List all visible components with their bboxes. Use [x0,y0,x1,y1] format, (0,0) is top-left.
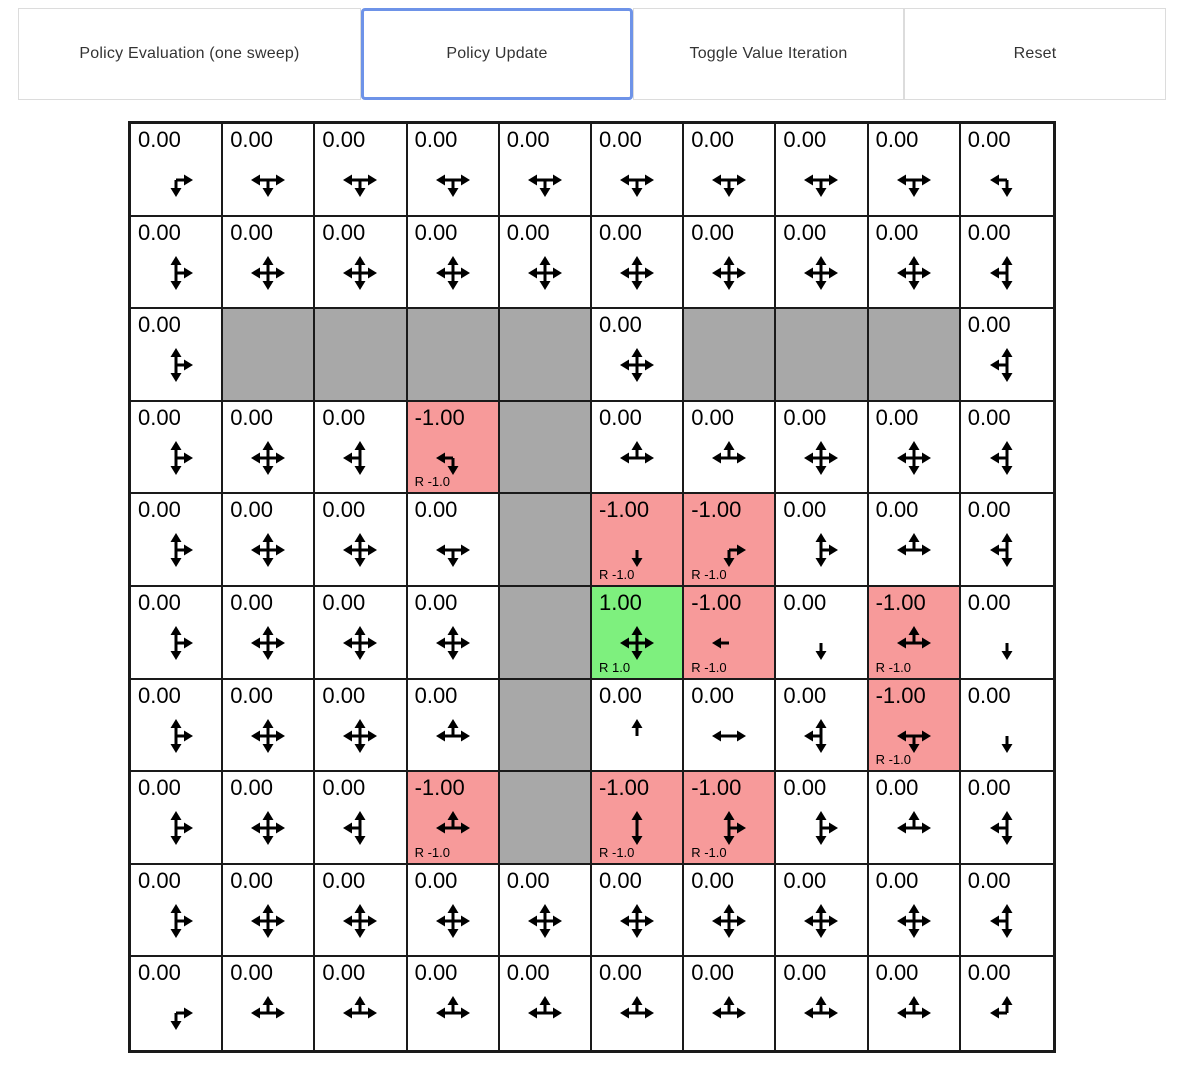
policy-arrows-icon [961,524,1053,576]
cell-value: 0.00 [322,497,366,523]
policy-arrows-icon [315,617,405,669]
policy-arrows-icon [869,432,959,484]
policy-arrows-icon [408,617,498,669]
cell-value: -1.00 [691,589,742,615]
cell-value: 0.00 [598,219,642,245]
cell-value: 0.00 [138,127,181,152]
policy-arrows-icon [592,154,682,206]
cell-value: 0.00 [967,312,1011,338]
grid-cell-5-2[interactable] [315,587,407,680]
grid-cell-3-6[interactable] [684,402,776,495]
toggle-value-iteration-button[interactable]: Toggle Value Iteration [633,8,904,100]
policy-arrows-icon [500,987,590,1039]
policy-arrows-icon [408,524,498,576]
policy-arrows-icon [961,432,1053,484]
policy-arrows-icon [223,432,313,484]
grid-cell-1-5[interactable] [592,217,684,310]
cell-value: 0.00 [783,682,827,708]
grid-cell-6-3[interactable] [408,680,500,773]
policy-arrows-icon [869,154,959,206]
grid-cell-1-3[interactable] [408,217,500,310]
grid-cell-9-3[interactable] [408,957,500,1050]
cell-value: 0.00 [598,127,642,152]
grid-cell-9-0[interactable] [131,957,223,1050]
cell-value: 0.00 [967,589,1011,615]
policy-arrows-icon [315,524,405,576]
cell-value: 0.00 [414,589,458,615]
grid-cell-2-3[interactable] [408,309,500,402]
grid-cell-5-5[interactable] [592,587,684,680]
cell-value: 0.00 [138,219,181,245]
cell-value: 0.00 [967,775,1011,801]
policy-arrows-icon [131,895,221,947]
policy-arrows-icon [223,802,313,854]
cell-reward-label: R -1.0 [875,659,911,675]
grid-cell-2-7[interactable] [776,309,868,402]
grid-cell-8-2[interactable] [315,865,407,958]
cell-value: 0.00 [414,960,458,986]
grid-cell-8-8[interactable] [869,865,961,958]
grid-cell-2-2[interactable] [315,309,407,402]
policy-arrows-icon [223,154,313,206]
grid-cell-4-8[interactable] [869,494,961,587]
policy-arrows-icon [131,802,221,854]
cell-value: 0.00 [138,497,181,523]
grid-cell-1-2[interactable] [315,217,407,310]
grid-cell-5-9[interactable] [961,587,1053,680]
cell-value: 0.00 [506,127,550,152]
cell-value: 0.00 [691,219,735,245]
cell-value: 0.00 [138,682,181,708]
cell-reward-label: R -1.0 [598,566,635,582]
policy-arrows-icon [961,987,1053,1039]
grid-cell-6-9[interactable] [961,680,1053,773]
grid-cell-7-1[interactable] [223,772,315,865]
policy-arrows-icon [776,617,866,669]
policy-arrows-icon [131,339,221,391]
cell-value: 0.00 [875,404,919,430]
cell-value: 0.00 [230,682,274,708]
policy-arrows-icon [869,524,959,576]
grid-cell-3-5[interactable] [592,402,684,495]
grid-cell-4-0[interactable] [131,494,223,587]
policy-arrows-icon [592,710,682,762]
grid-cell-1-0[interactable] [131,217,223,310]
grid-cell-9-5[interactable] [592,957,684,1050]
grid-cell-2-8[interactable] [869,309,961,402]
policy-arrows-icon [315,710,405,762]
cell-value: 0.00 [414,497,458,523]
cell-reward-label: R -1.0 [875,752,911,768]
cell-value: 0.00 [967,219,1011,245]
grid-cell-6-0[interactable] [131,680,223,773]
cell-value: 0.00 [875,867,919,893]
cell-value: 0.00 [138,589,181,615]
cell-value: 0.00 [322,404,366,430]
policy-evaluation-button[interactable]: Policy Evaluation (one sweep) [18,8,361,100]
grid-cell-4-9[interactable] [961,494,1053,587]
policy-arrows-icon [315,895,405,947]
grid-cell-5-1[interactable] [223,587,315,680]
grid-cell-9-4[interactable] [500,957,592,1050]
cell-reward-label: R 1.0 [598,659,631,675]
cell-value: 0.00 [138,312,181,338]
cell-value: 0.00 [598,960,642,986]
cell-value: 0.00 [322,960,366,986]
policy-arrows-icon [592,987,682,1039]
grid-cell-0-4[interactable] [500,124,592,217]
cell-value: 0.00 [230,960,274,986]
policy-arrows-icon [684,710,774,762]
grid-cell-7-4[interactable] [500,772,592,865]
policy-arrows-icon [408,247,498,299]
cell-value: -1.00 [414,775,465,801]
policy-arrows-icon [869,247,959,299]
policy-arrows-icon [869,895,959,947]
policy-arrows-icon [684,154,774,206]
grid-cell-9-1[interactable] [223,957,315,1050]
grid-cell-4-1[interactable] [223,494,315,587]
cell-value: -1.00 [598,775,650,801]
policy-arrows-icon [684,895,774,947]
cell-value: 0.00 [414,219,458,245]
grid-cell-5-6[interactable] [684,587,776,680]
grid-cell-8-7[interactable] [776,865,868,958]
grid-cell-3-1[interactable] [223,402,315,495]
grid-cell-2-1[interactable] [223,309,315,402]
grid-cell-6-1[interactable] [223,680,315,773]
policy-arrows-icon [592,895,682,947]
policy-arrows-icon [592,339,682,391]
grid-cell-4-5[interactable] [592,494,684,587]
cell-value: 0.00 [506,219,550,245]
policy-arrows-icon [131,987,221,1039]
grid-cell-7-9[interactable] [961,772,1053,865]
grid-cell-0-8[interactable] [869,124,961,217]
cell-value: -1.00 [691,775,742,801]
grid-cell-5-0[interactable] [131,587,223,680]
cell-value: 0.00 [875,775,919,801]
cell-value: 0.00 [322,589,366,615]
grid-cell-3-4[interactable] [500,402,592,495]
grid-cell-7-5[interactable] [592,772,684,865]
policy-arrows-icon [684,247,774,299]
grid-cell-0-6[interactable] [684,124,776,217]
policy-arrows-icon [131,524,221,576]
cell-value: 0.00 [691,682,735,708]
policy-arrows-icon [961,802,1053,854]
cell-value: 0.00 [598,404,642,430]
grid-cell-4-4[interactable] [500,494,592,587]
grid-cell-8-6[interactable] [684,865,776,958]
grid-cell-3-9[interactable] [961,402,1053,495]
grid-cell-6-2[interactable] [315,680,407,773]
cell-value: 0.00 [967,682,1011,708]
policy-arrows-icon [776,710,866,762]
cell-value: -1.00 [691,497,742,523]
cell-value: 0.00 [598,312,642,338]
grid-cell-4-6[interactable] [684,494,776,587]
grid-cell-2-5[interactable] [592,309,684,402]
policy-arrows-icon [776,432,866,484]
cell-value: 0.00 [691,127,735,152]
policy-arrows-icon [776,524,866,576]
toolbar [18,8,1166,100]
grid-cell-1-6[interactable] [684,217,776,310]
policy-arrows-icon [131,154,221,206]
grid-cell-0-1[interactable] [223,124,315,217]
cell-value: 0.00 [967,960,1011,986]
grid-cell-5-8[interactable] [869,587,961,680]
cell-value: 0.00 [967,127,1011,152]
cell-value: 0.00 [414,682,458,708]
grid-cell-9-8[interactable] [869,957,961,1050]
policy-arrows-icon [592,432,682,484]
cell-value: 0.00 [598,867,642,893]
cell-value: 1.00 [598,589,642,615]
grid-cell-1-7[interactable] [776,217,868,310]
grid-cell-0-9[interactable] [961,124,1053,217]
cell-reward-label: R -1.0 [691,844,727,860]
policy-arrows-icon [500,154,590,206]
grid-cell-0-7[interactable] [776,124,868,217]
cell-value: 0.00 [414,867,458,893]
policy-arrows-icon [500,247,590,299]
cell-value: 0.00 [967,404,1011,430]
grid-cell-8-1[interactable] [223,865,315,958]
policy-arrows-icon [776,895,866,947]
grid-cell-1-9[interactable] [961,217,1053,310]
cell-value: 0.00 [875,960,919,986]
policy-arrows-icon [869,802,959,854]
policy-arrows-icon [500,895,590,947]
cell-value: 0.00 [138,960,181,986]
cell-value: 0.00 [322,682,366,708]
policy-arrows-icon [961,339,1053,391]
cell-value: 0.00 [783,497,827,523]
cell-reward-label: R -1.0 [414,474,450,490]
grid-cell-7-6[interactable] [684,772,776,865]
cell-value: 0.00 [138,867,181,893]
grid-cell-6-7[interactable] [776,680,868,773]
grid-cell-3-8[interactable] [869,402,961,495]
grid-cell-7-7[interactable] [776,772,868,865]
policy-arrows-icon [131,710,221,762]
policy-arrows-icon [684,432,774,484]
cell-value: 0.00 [691,404,735,430]
cell-value: 0.00 [138,775,181,801]
grid-cell-1-8[interactable] [869,217,961,310]
grid-cell-4-3[interactable] [408,494,500,587]
grid-cell-8-5[interactable] [592,865,684,958]
cell-value: 0.00 [506,867,550,893]
cell-value: -1.00 [598,497,650,523]
grid-cell-0-3[interactable] [408,124,500,217]
policy-arrows-icon [961,710,1053,762]
grid-cell-9-9[interactable] [961,957,1053,1050]
reset-button[interactable]: Reset [904,8,1166,100]
grid-cell-0-0[interactable] [131,124,223,217]
grid-cell-3-2[interactable] [315,402,407,495]
grid-cell-6-4[interactable] [500,680,592,773]
grid-cell-2-4[interactable] [500,309,592,402]
grid-cell-2-6[interactable] [684,309,776,402]
cell-value: 0.00 [783,960,827,986]
grid-cell-2-9[interactable] [961,309,1053,402]
cell-reward-label: R -1.0 [414,844,450,860]
policy-arrows-icon [315,247,405,299]
cell-value: 0.00 [230,589,274,615]
grid-cell-9-2[interactable] [315,957,407,1050]
grid-cell-3-0[interactable] [131,402,223,495]
policy-update-button[interactable]: Policy Update [361,8,633,100]
policy-arrows-icon [961,617,1053,669]
cell-value: 0.00 [783,589,827,615]
policy-arrows-icon [776,987,866,1039]
policy-arrows-icon [869,987,959,1039]
cell-value: 0.00 [322,127,366,152]
cell-value: 0.00 [598,682,642,708]
policy-arrows-icon [315,154,405,206]
policy-arrows-icon [408,987,498,1039]
cell-value: 0.00 [783,775,827,801]
policy-arrows-icon [223,710,313,762]
cell-value: 0.00 [783,404,827,430]
cell-value: 0.00 [230,775,274,801]
cell-value: 0.00 [783,219,827,245]
policy-arrows-icon [961,154,1053,206]
cell-value: 0.00 [691,867,735,893]
policy-arrows-icon [776,154,866,206]
cell-reward-label: R -1.0 [598,844,635,860]
grid-cell-6-8[interactable] [869,680,961,773]
grid-cell-7-8[interactable] [869,772,961,865]
policy-arrows-icon [961,247,1053,299]
policy-arrows-icon [776,802,866,854]
cell-value: 0.00 [414,127,458,152]
grid-cell-9-6[interactable] [684,957,776,1050]
cell-value: 0.00 [967,497,1011,523]
policy-arrows-icon [315,432,405,484]
grid-cell-7-0[interactable] [131,772,223,865]
cell-value: 0.00 [506,960,550,986]
grid-cell-1-4[interactable] [500,217,592,310]
cell-value: 0.00 [230,497,274,523]
policy-arrows-icon [223,987,313,1039]
policy-arrows-icon [223,617,313,669]
cell-value: 0.00 [230,867,274,893]
cell-value: -1.00 [875,682,926,708]
policy-arrows-icon [131,432,221,484]
grid-cell-4-2[interactable] [315,494,407,587]
grid-cell-7-3[interactable] [408,772,500,865]
cell-value: 0.00 [691,960,735,986]
cell-value: 0.00 [967,867,1011,893]
policy-arrows-icon [408,710,498,762]
cell-reward-label: R -1.0 [691,659,727,675]
grid-cell-5-4[interactable] [500,587,592,680]
cell-value: 0.00 [875,497,919,523]
policy-arrows-icon [776,247,866,299]
grid-cell-7-2[interactable] [315,772,407,865]
policy-arrows-icon [592,247,682,299]
policy-arrows-icon [315,802,405,854]
cell-value: -1.00 [875,589,926,615]
cell-value: 0.00 [322,867,366,893]
cell-reward-label: R -1.0 [691,566,727,582]
policy-arrows-icon [131,617,221,669]
grid-cell-8-3[interactable] [408,865,500,958]
policy-arrows-icon [223,895,313,947]
policy-arrows-icon [315,987,405,1039]
gridworld-board [128,121,1056,1053]
policy-arrows-icon [408,895,498,947]
grid-cell-0-5[interactable] [592,124,684,217]
cell-value: 0.00 [138,404,181,430]
policy-arrows-icon [684,987,774,1039]
cell-value: 0.00 [322,219,366,245]
policy-arrows-icon [223,524,313,576]
policy-arrows-icon [223,247,313,299]
grid-cell-5-3[interactable] [408,587,500,680]
grid-cell-3-3[interactable] [408,402,500,495]
grid-cell-8-0[interactable] [131,865,223,958]
cell-value: -1.00 [414,404,465,430]
cell-value: 0.00 [230,404,274,430]
grid-cell-8-4[interactable] [500,865,592,958]
grid-cell-5-7[interactable] [776,587,868,680]
policy-arrows-icon [408,154,498,206]
cell-value: 0.00 [230,219,274,245]
cell-value: 0.00 [783,127,827,152]
cell-value: 0.00 [322,775,366,801]
policy-arrows-icon [961,895,1053,947]
cell-value: 0.00 [875,127,919,152]
grid-cell-4-7[interactable] [776,494,868,587]
cell-value: 0.00 [875,219,919,245]
policy-arrows-icon [131,247,221,299]
grid-cell-8-9[interactable] [961,865,1053,958]
grid-cell-6-6[interactable] [684,680,776,773]
grid-cell-9-7[interactable] [776,957,868,1050]
grid-cell-6-5[interactable] [592,680,684,773]
grid-cell-3-7[interactable] [776,402,868,495]
cell-value: 0.00 [230,127,274,152]
grid-cell-0-2[interactable] [315,124,407,217]
grid-cell-2-0[interactable] [131,309,223,402]
grid-cell-1-1[interactable] [223,217,315,310]
cell-value: 0.00 [783,867,827,893]
